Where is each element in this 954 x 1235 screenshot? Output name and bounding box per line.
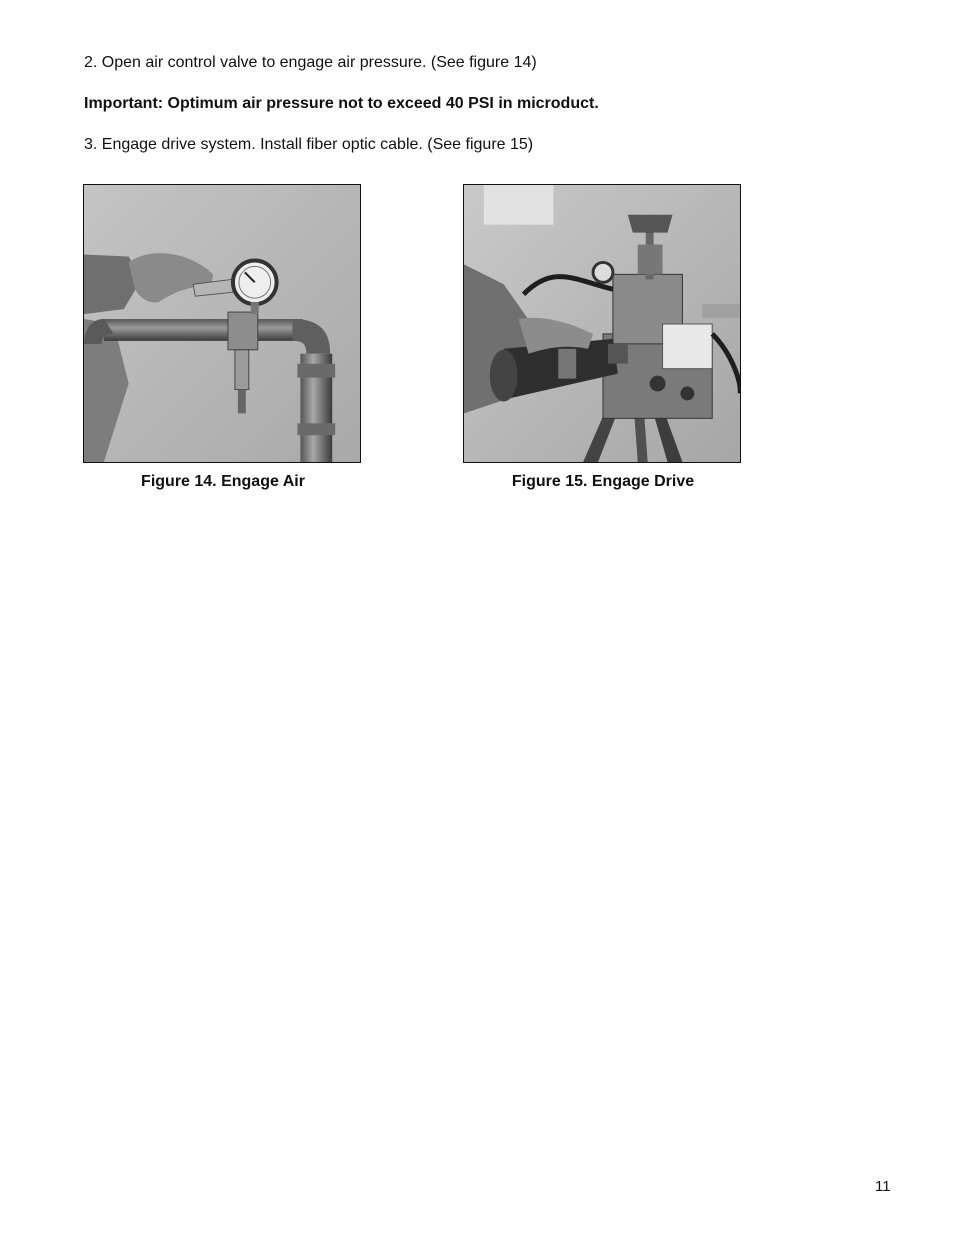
page-number: 11	[875, 1178, 891, 1195]
figure-14-photo	[83, 184, 361, 463]
figure-14-caption: Figure 14. Engage Air	[141, 473, 305, 490]
step-3-text: 3. Engage drive system. Install fiber optic cable. (See figure 15)	[84, 136, 534, 153]
figure-15-photo	[463, 184, 741, 463]
figure-15-caption: Figure 15. Engage Drive	[511, 473, 695, 490]
important-note: Important: Optimum air pressure not to exceed 40 PSI in microduct.	[84, 95, 599, 112]
step-2-text: 2. Open air control valve to engage air pressure. (See figure 14)	[84, 54, 537, 71]
